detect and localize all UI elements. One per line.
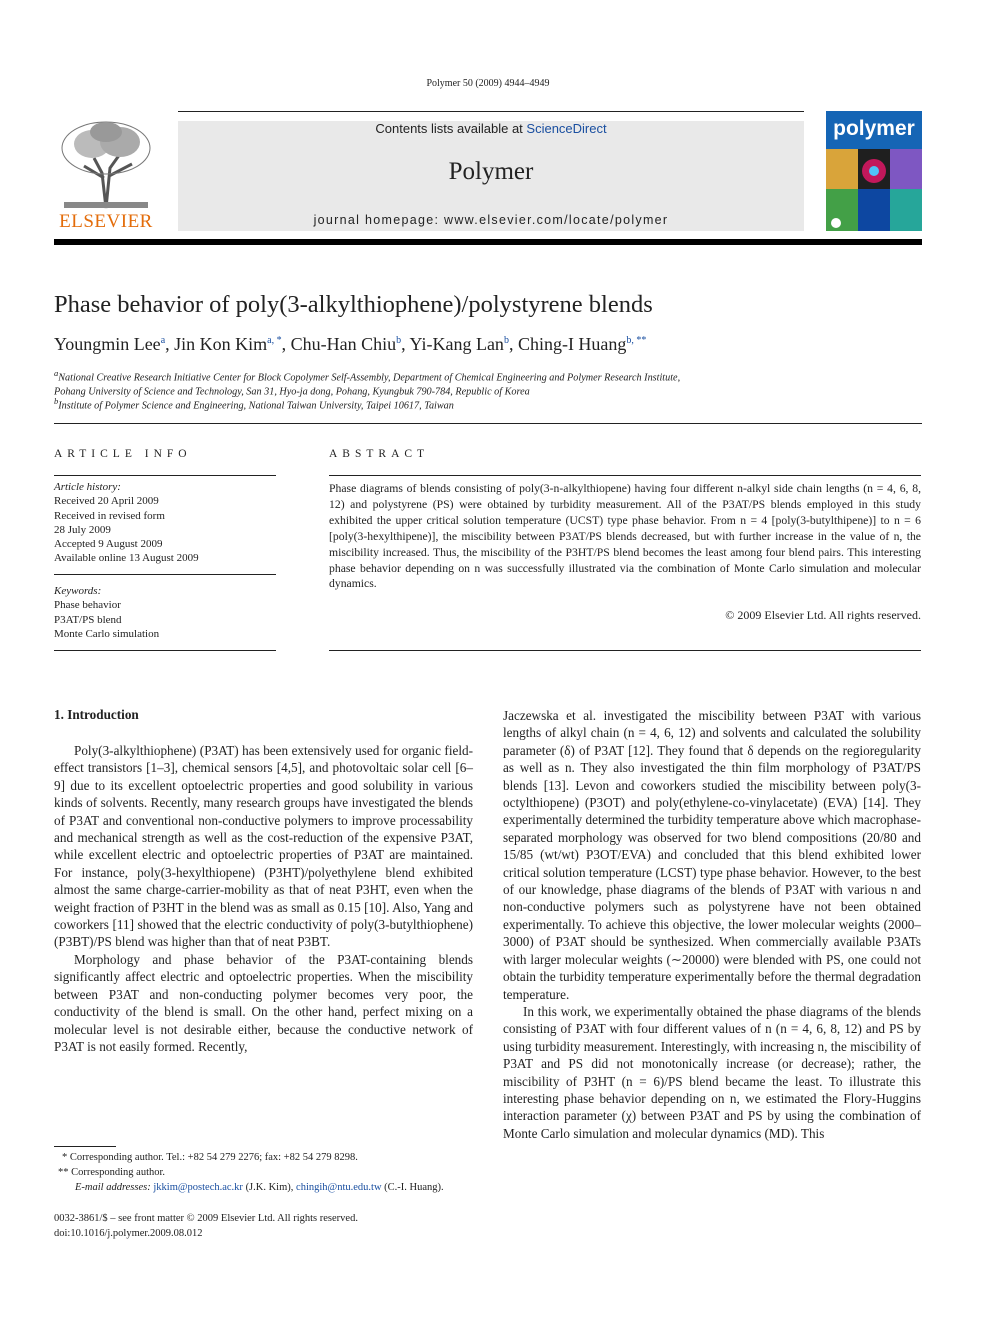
paragraph: Jaczewska et al. investigated the miscibility between P3AT with various lengths of alkyl chain (n = 4, 6, 12) and solvents and calculated the solubility parameter (δ) of P3AT [12]. They found that δ depends on the regioregularity as well as n. They also investigated the thin film morphology of P3AT/PS blends [13]. Levon and coworkers studied the miscibility between poly(3-octylthiopene) (P3OT) and poly(ethylene-co-vinylacetate) (EVA) [14]. They experimentally determined the turbidity temperature above which macrophase-separated morphology was observed for two blend compositions (20/80 and 15/85 (wt/wt) P3OT/EVA) and concluded that this blend exhibited lower critical solution temperature (LCST) type phase behavior. However, to the best of our knowledge, phase diagrams of the blends of P3AT with various n and non-conductive polymers such as polystyrene have not been obtained experimentally. To achieve this objective, the lower molecular weights (2000–3000) of P3AT should be synthesized. When commercially available P3ATs with larger molecular weights (∼20000) were blended with PS, one could not obtain the turbidity temperature experimentally before the thermal degradation temperature. [503,708,921,1002]
footnote-rule [54,1146,116,1147]
divider [329,475,921,476]
email-link[interactable]: chingih@ntu.edu.tw [296,1182,382,1193]
divider [54,475,276,476]
journal-cover [826,111,922,231]
issn-line: 0032-3861/$ – see front matter © 2009 Elsevier Ltd. All rights reserved. [54,1213,358,1224]
divider [329,650,921,651]
page-footer [54,1211,358,1241]
history-item: Available online 13 August 2009 [54,552,199,565]
paragraph: In this work, we experimentally obtained the phase diagrams of the blends consisting of P3AT with four different values of n (n = 4, 6, 8, 12) and PS by using turbidity measurement. Interestingly, with increasing n, the miscibility of P3AT and PS did not monotonically increase (or decrease); rather, the miscibility of P3HT (n = 6)/PS blend became the least. To illustrate this interesting phase behavior depending on n, we estimated the Flory-Huggins interaction parameter (χ) between P3AT and PS by using the combination of Monte Carlo simulation and molecular dynamics (MD). This [503,1003,921,1141]
keywords-label: Keywords: [54,585,102,597]
author-affiliation-mark[interactable]: a [160,335,166,346]
article-info-heading: ARTICLE INFO [54,448,192,460]
email-link[interactable]: jkkim@postech.ac.kr [153,1182,243,1193]
keyword: Monte Carlo simulation [54,627,160,640]
abstract-heading: ABSTRACT [329,448,430,460]
history-item: 28 July 2009 [54,523,111,536]
author-affiliation-mark[interactable]: b, ** [626,335,647,346]
affiliation-text: Institute of Polymer Science and Engineering, National Taiwan University, Taipei 10617, Taiwan [58,400,454,412]
journal-homepage [178,213,804,227]
keywords [54,584,276,641]
author-list: Youngmin Lee$^a$, Jin Kon Kim$^{a, *}$, Chu-Han Chiu$^b$, Yi-Kang Lan$^b$, Ching-I Huang$^{b, **}$ [54,334,647,354]
author-affiliation-mark[interactable]: b [396,335,402,346]
author-affiliation-mark[interactable]: a, * [267,335,282,346]
body-left-column [54,742,473,1055]
history-item: Accepted 9 August 2009 [54,538,163,551]
contents-line [178,121,804,136]
journal-citation: Polymer 50 (2009) 4944–4949 [426,78,550,89]
divider [54,650,276,651]
header-thick-rule [54,239,922,245]
paragraph: Morphology and phase behavior of the P3AT-containing blends significantly affect electric and optoelectric properties. When the miscibility between P3AT and non-conducting polymer becomes very poor, the conductivity of the blend is small. On the other hand, perfect mixing on a molecular level is not desirable either, because the conductive network of P3AT is not easily formed. Recently, [54,951,473,1054]
email-label: E-mail addresses: [75,1182,154,1193]
abstract-text: Phase diagrams of blends consisting of poly(3-n-alkylthiopene) having four different n-alkyl side chain lengths (n = 4, 6, 8, 12) and polystyrene (PS) were obtained by turbidity measurement. All of the P3AT/PS blends employed in this study exhibited the upper critical solution temperature (UCST) type phase behavior. From n = 4 [poly(3-butylthipene)] to n = 6 [poly(3-hexylthipene)], the miscibility between P3AT/PS blends decreased, but with further increase in the value of n, the miscibility increased. Thus, the miscibility of the P3HT/PS blend becomes the least among four blend pairs. This interesting phase behavior depending on n was successfully illustrated via the combination of Monte Carlo simulation and molecular dynamics. [329,482,921,591]
body-right-column [503,707,921,1142]
footnote-emails [75,1180,444,1195]
author-name: Youngmin Lee [54,334,161,354]
divider [54,574,276,575]
affiliation-text: National Creative Research Initiative Center for Block Copolymer Self-Assembly, Department of Chemical Engineering and Polymer Research Institute, [58,372,681,384]
affiliation-mark: a [54,368,59,378]
cover-artwork-icon [826,149,922,231]
article-history [54,480,276,566]
affiliation-text: Pohang University of Science and Technology, San 31, Hyo-ja dong, Pohang, Kyungbuk 790-784, Republic of Korea [54,386,530,398]
affiliation-mark: b [54,396,59,406]
author-affiliation-mark[interactable]: b [503,335,509,346]
divider [54,423,922,424]
keyword: P3AT/PS blend [54,613,122,626]
history-item: Received in revised form [54,509,165,522]
publisher-wordmark: ELSEVIER [59,211,153,232]
footnote: * Corresponding author. Tel.: +82 54 279 2276; fax: +82 54 279 8298. [62,1152,358,1163]
journal-title: Polymer [448,158,534,185]
doi-line: doi:10.1016/j.polymer.2009.08.012 [54,1228,203,1239]
section-heading: 1. Introduction [54,707,139,722]
email-owner: (J.K. Kim), [242,1182,297,1193]
paragraph: Poly(3-alkylthiophene) (P3AT) has been extensively used for organic field-effect transistors [1–3], chemical sensors [4,5], and photovoltaic solar cell [6–9] due to its excellent optoelectric properties and good solubility in various kinds of solvents. Recently, many research groups have investigated the blends of P3AT and conventional non-conductive polymers to improve processability and mechanical strength as well as the cost-reduction of the expensive P3AT, while excellent electric and optoelectric properties of P3AT are maintained. For instance, poly(3-hexylthiopene) (P3HT)/polyethylene blend exhibited almost the same charge-carrier-mobility as that of neat P3HT, even when the weight fraction of P3HT in the blend was as small as 0.15 [10]. Also, Yang and coworkers [11] showed that the electric conductivity of poly(3-butylthiophene) (P3BT)/PS blend was higher than that of neat P3BT. [54,743,473,950]
contents-prefix: Contents lists available at [375,121,527,136]
author-name: Ching-I Huang [517,334,627,354]
history-item: Received 20 April 2009 [54,495,159,508]
author-name: Chu-Han Chiu [290,334,397,354]
homepage-url[interactable]: www.elsevier.com/locate/polymer [444,213,669,227]
author-name: Jin Kon Kim [174,334,268,354]
keyword: Phase behavior [54,599,121,612]
cover-title: polymer [833,117,915,140]
affiliation [54,394,454,413]
abstract-copyright: © 2009 Elsevier Ltd. All rights reserved. [725,608,921,622]
sciencedirect-link[interactable]: ScienceDirect [526,121,607,136]
author-name: Yi-Kang Lan [409,334,504,354]
article-title: Phase behavior of poly(3-alkylthiophene)/polystyrene blends [54,291,653,318]
homepage-prefix: journal homepage: [313,213,444,227]
footnote: ** Corresponding author. [58,1167,166,1178]
email-owner: (C.-I. Huang). [381,1182,444,1193]
header-rule [178,111,804,112]
history-label: Article history: [54,481,121,493]
